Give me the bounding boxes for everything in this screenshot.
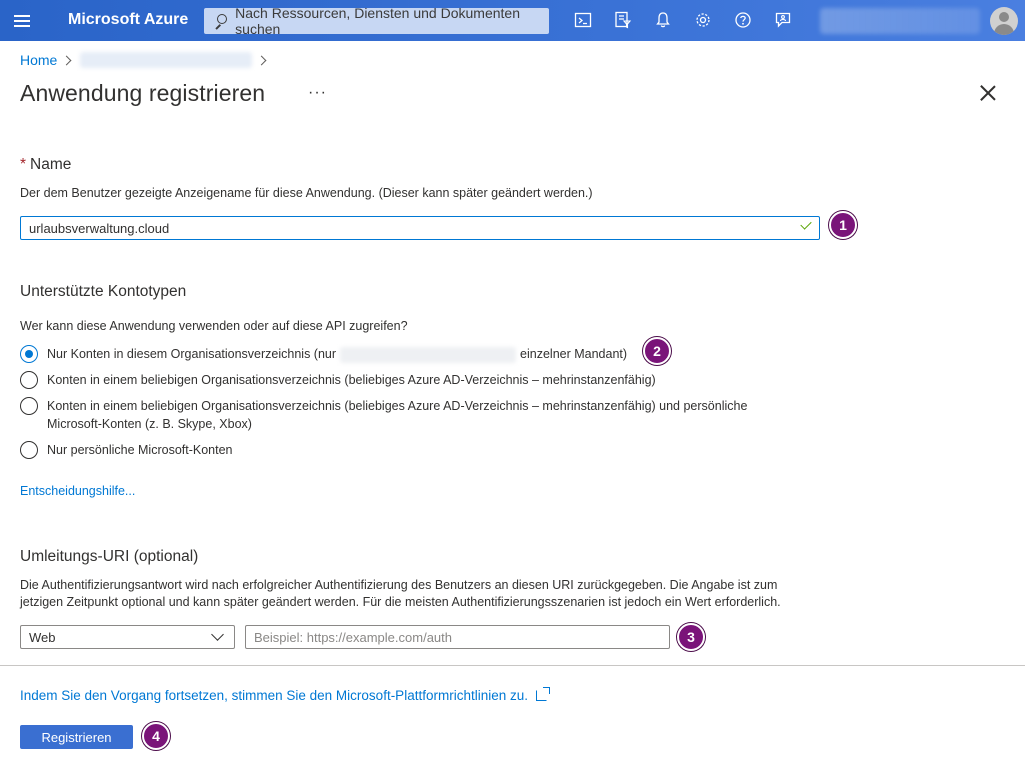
user-avatar[interactable] (990, 7, 1018, 35)
help-question-icon[interactable] (733, 10, 753, 30)
breadcrumb-home-link[interactable]: Home (20, 52, 58, 68)
platform-select-value: Web (29, 629, 56, 645)
radio-single-tenant[interactable]: Nur Konten in diesem Organisationsverzeichnis (nur einzelner Mandant) (20, 345, 627, 363)
redirect-uri-input[interactable] (245, 625, 670, 649)
radio-button[interactable] (20, 371, 38, 389)
close-icon[interactable] (980, 85, 996, 101)
radio-button[interactable] (20, 441, 38, 459)
radio-personal-only[interactable]: Nur persönliche Microsoft-Konten (20, 441, 233, 459)
more-options-button[interactable]: ··· (308, 84, 327, 101)
name-input-value: urlaubsverwaltung.cloud (29, 220, 170, 236)
top-navigation-bar (0, 0, 1025, 41)
required-marker: * (20, 156, 27, 173)
radio-multi-tenant-personal[interactable]: Konten in einem beliebigen Organisationsverzeichnis (beliebiges Azure AD-Verzeichnis – mehrinstanzenfähig) und persönliche Microsoft-Konten (z. B. Skype, Xbox) (20, 397, 800, 433)
account-name-redacted[interactable] (820, 8, 980, 34)
cloud-shell-icon[interactable] (573, 10, 593, 30)
platform-policy-link[interactable]: Indem Sie den Vorgang fortsetzen, stimmen Sie den Microsoft-Plattformrichtlinien zu. (20, 688, 547, 703)
page-title: Anwendung registrieren (20, 80, 266, 106)
radio-button[interactable] (20, 397, 38, 415)
radio-multi-tenant[interactable]: Konten in einem beliebigen Organisationsverzeichnis (beliebiges Azure AD-Verzeichnis – mehrinstanzenfähig) (20, 371, 656, 389)
redirect-uri-description: Die Authentifizierungsantwort wird nach erfolgreicher Authentifizierung des Benutzers an diesen URI zurückgegeben. Die Angabe ist zum jetzigen Zeitpunkt optional und kann später geändert werden. Für die meisten Authentifizierungsszenarien ist jedoch ein Wert erforderlich. (20, 578, 781, 609)
brand-title[interactable]: Microsoft Azure (68, 11, 189, 28)
name-description: Der dem Benutzer gezeigte Anzeigename für diese Anwendung. (Dieser kann später geändert werden.) (20, 186, 593, 200)
step-badge-4: 4 (142, 722, 170, 750)
account-types-heading: Unterstützte Kontotypen (20, 283, 187, 300)
feedback-icon[interactable] (773, 10, 793, 30)
directory-filter-icon[interactable] (613, 10, 633, 30)
account-types-question: Wer kann diese Anwendung verwenden oder auf diese API zugreifen? (20, 319, 408, 333)
tenant-name-redacted (340, 347, 516, 363)
search-placeholder: Nach Ressourcen, Diensten und Dokumenten suchen (235, 5, 520, 37)
name-input[interactable] (20, 216, 820, 240)
external-link-icon (536, 690, 547, 701)
footer-divider (0, 665, 1025, 666)
chevron-right-icon (62, 55, 72, 65)
breadcrumb (20, 52, 275, 68)
settings-gear-icon[interactable] (693, 10, 713, 30)
step-badge-1: 1 (829, 211, 857, 239)
radio-button-checked[interactable] (20, 345, 38, 363)
topbar-icon-group (573, 10, 813, 30)
decision-help-link[interactable]: Entscheidungshilfe... (20, 484, 136, 498)
breadcrumb-tenant-redacted[interactable] (80, 52, 252, 68)
step-badge-3: 3 (677, 623, 705, 651)
search-icon (214, 14, 227, 28)
platform-select[interactable] (20, 625, 235, 649)
redirect-uri-heading: Umleitungs-URI (optional) (20, 548, 199, 565)
notifications-bell-icon[interactable] (653, 10, 673, 30)
chevron-down-icon (211, 628, 224, 641)
name-heading: * Name (20, 156, 72, 173)
chevron-right-icon (257, 55, 267, 65)
valid-check-icon (800, 218, 811, 229)
global-search-box[interactable] (204, 5, 549, 37)
hamburger-menu-icon[interactable] (14, 12, 32, 28)
step-badge-2: 2 (643, 337, 671, 365)
register-button[interactable]: Registrieren (20, 725, 133, 749)
